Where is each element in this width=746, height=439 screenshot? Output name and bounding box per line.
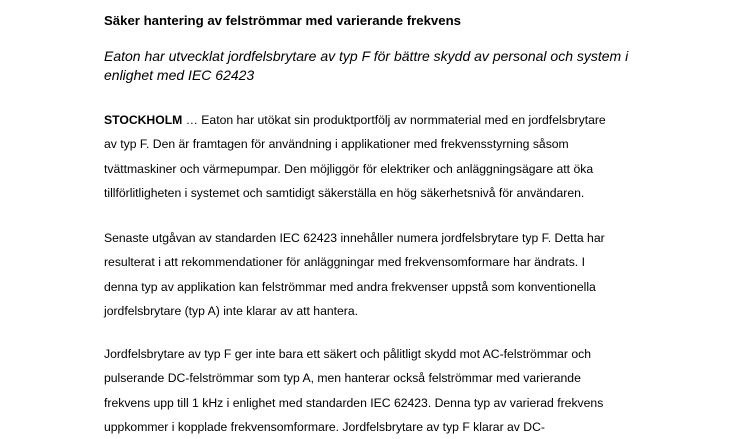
document-title: Säker hantering av felströmmar med varierande frekvens: [104, 13, 461, 28]
document-subtitle: Eaton har utvecklat jordfelsbrytare av typ F för bättre skydd av personal och system i enlighet med IEC 62423: [104, 48, 629, 83]
paragraph-line: denna typ av applikation kan felströmmar med andra frekvenser uppstå som konventionella: [104, 279, 596, 294]
paragraph-line: STOCKHOLM … Eaton har utökat sin produktportfölj av normmaterial med en jordfelsbrytare: [104, 113, 606, 127]
dateline: STOCKHOLM: [104, 113, 183, 127]
paragraph-line: uppkommer i kopplade frekvensomformare. Jordfelsbrytare av typ F klarar av DC-: [104, 419, 545, 434]
paragraph-line: Jordfelsbrytare av typ F ger inte bara ett säkert och pålitligt skydd mot AC-felströmmar och: [104, 347, 592, 361]
paragraph-line: Senaste utgåvan av standarden IEC 62423 innehåller numera jordfelsbrytare typ F. Detta har: [104, 231, 605, 245]
paragraph-line: tvättmaskiner och värmepumpar. Den möjliggör för elektriker och anläggningsägare att öka: [104, 161, 594, 176]
paragraph-line: av typ F. Den är framtagen för användning i applikationer med frekvensstyrning såsom: [104, 137, 569, 152]
paragraph-line: pulserande DC-felströmmar som typ A, men hanterar också felströmmar med varierande: [104, 371, 581, 386]
paragraph-typef: [104, 342, 664, 439]
paragraph-standard: [104, 226, 664, 323]
paragraph-line: resulterat i att rekommendationer för anläggningar med frekvensomformare har ändrats. I: [104, 255, 585, 270]
paragraph-line: jordfelsbrytare (typ A) inte klarar av att hantera.: [104, 303, 359, 318]
paragraph-line: frekvens upp till 1 kHz i enlighet med standarden IEC 62423. Denna typ av varierad frekvens: [104, 395, 604, 410]
paragraph-intro: [104, 108, 664, 205]
paragraph-line: tillförlitligheten i systemet och samtidigt säkerställa en hög säkerhetsnivå för användaren.: [104, 185, 585, 200]
